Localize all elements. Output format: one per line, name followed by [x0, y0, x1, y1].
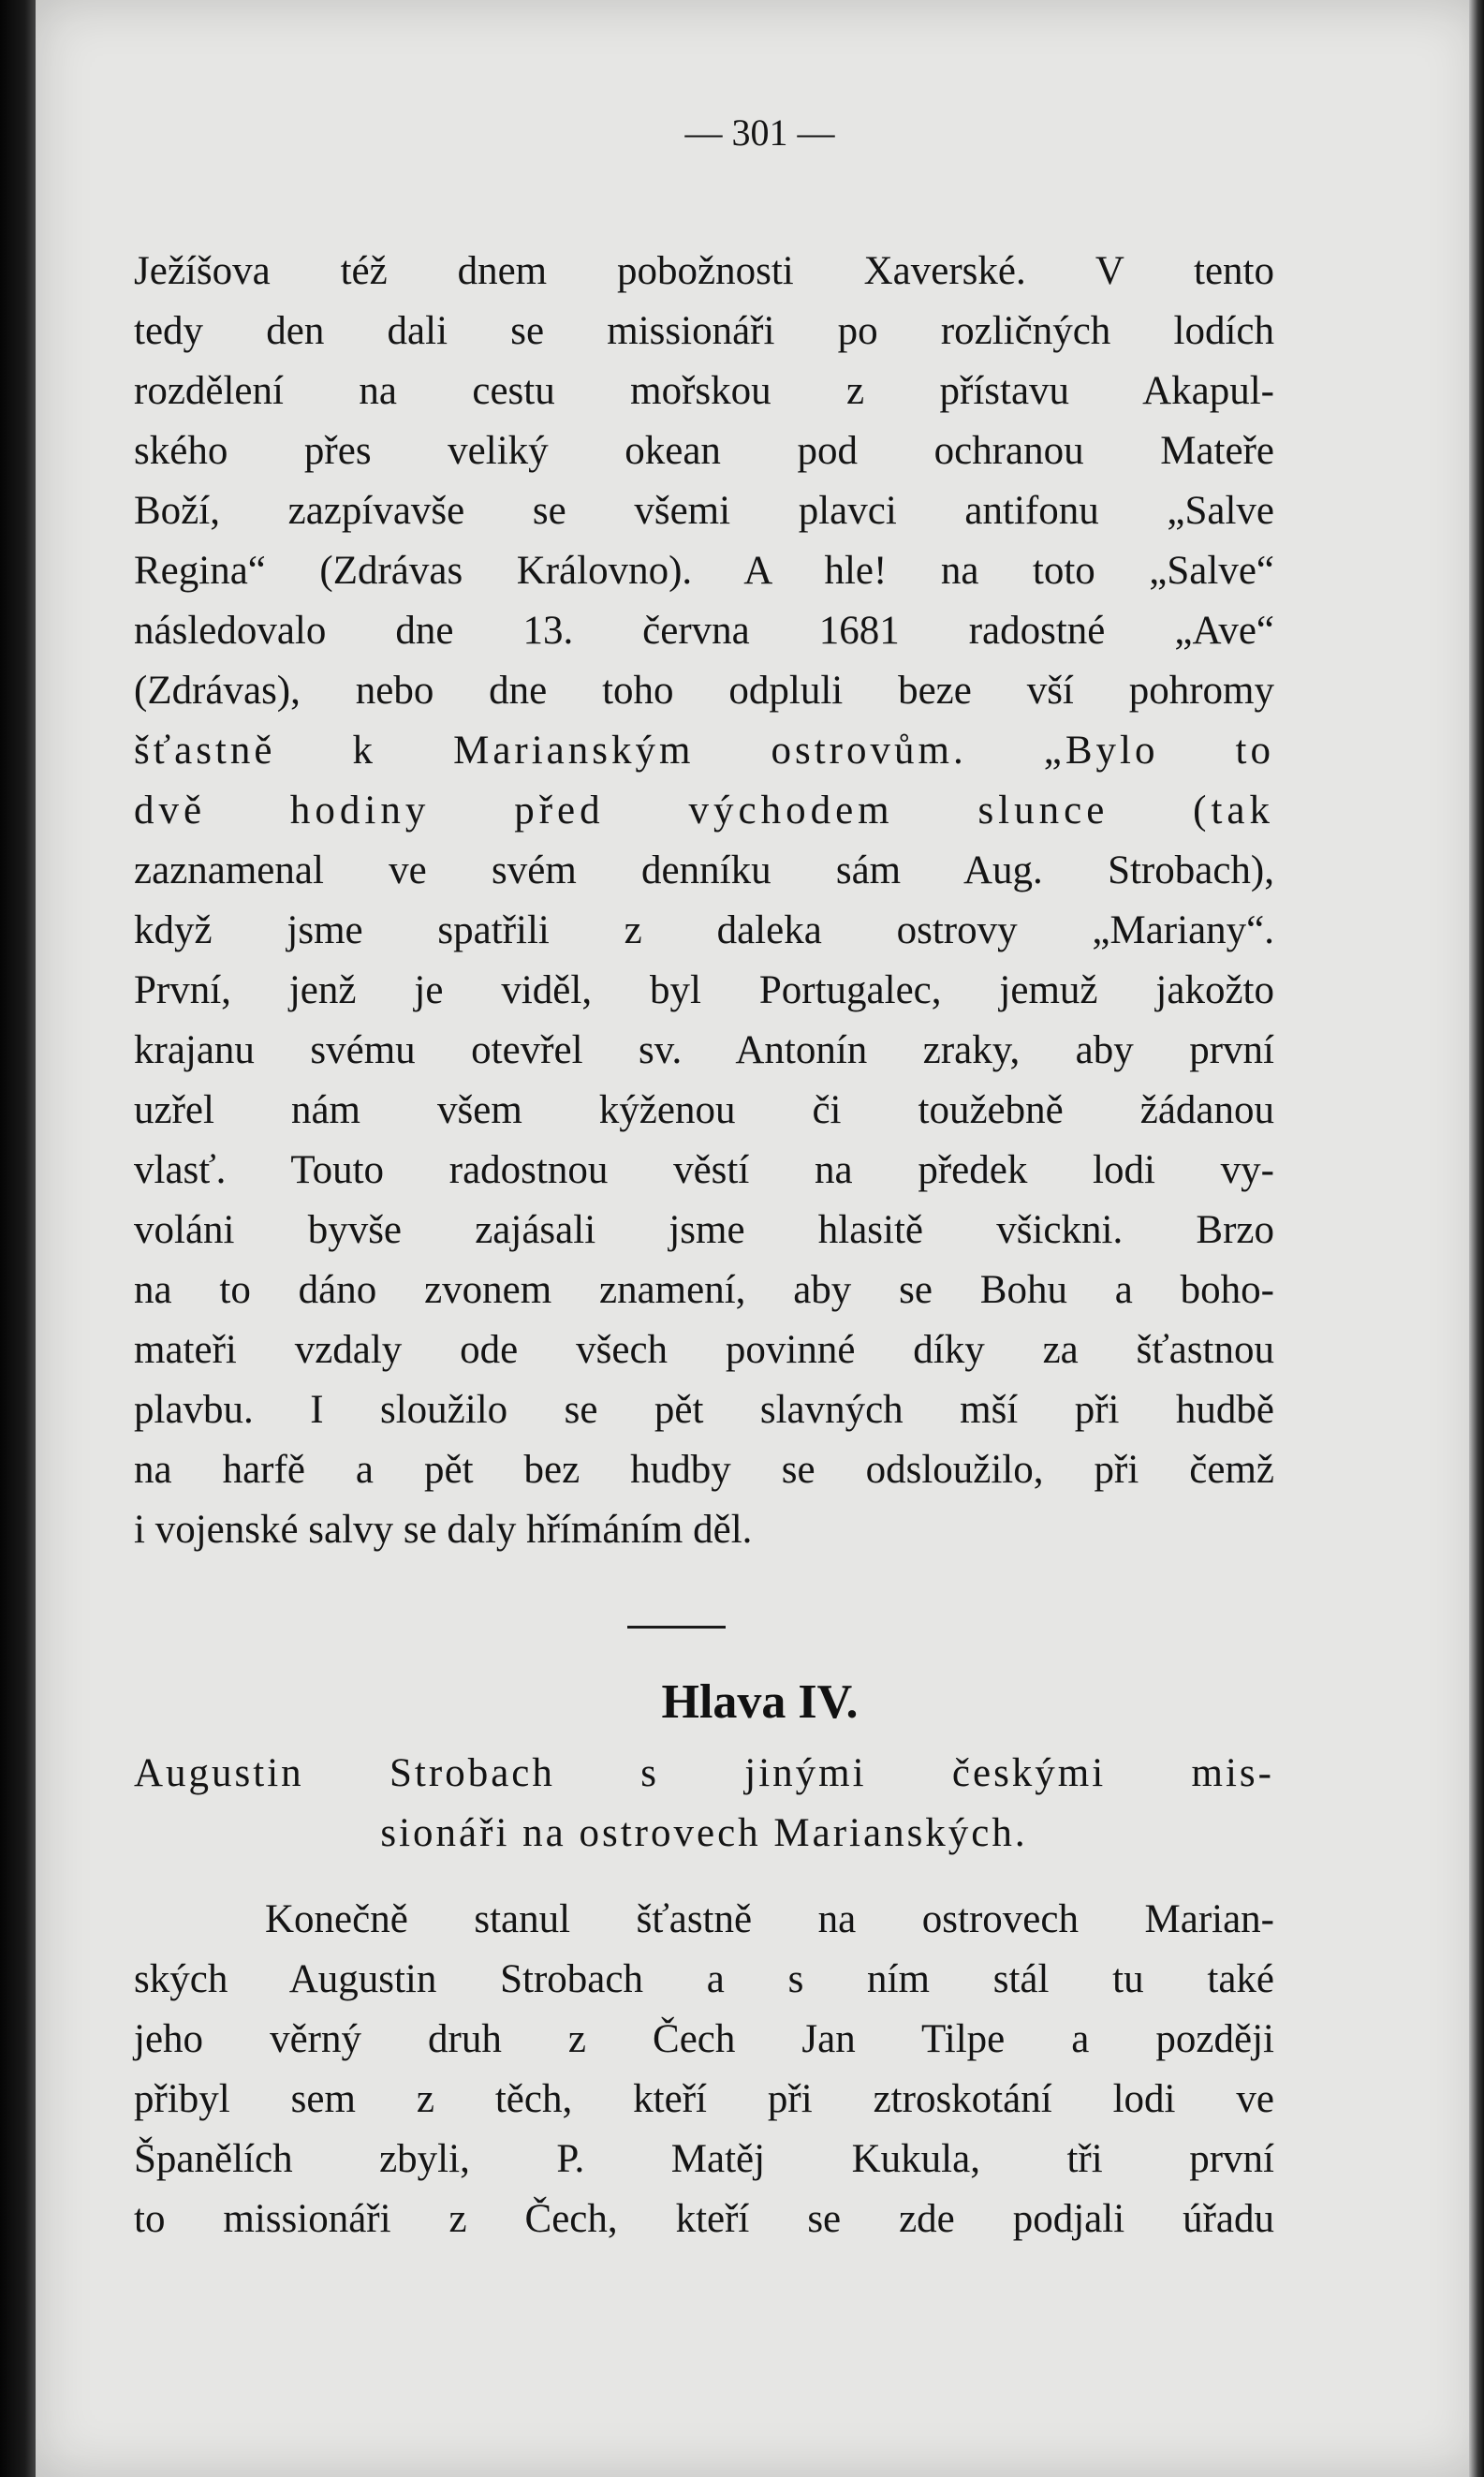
subtitle-line: Augustin Strobach s jinými českými mis-	[134, 1751, 1274, 1795]
text-line: voláni byvše zajásali jsme hlasitě všickni. Brzo	[134, 1208, 1274, 1252]
text-line: Španělích zbyli, P. Matěj Kukula, tři první	[134, 2137, 1274, 2181]
scan-edge-left	[0, 0, 36, 2477]
text-line: i vojenské salvy se daly hřímáním děl.	[134, 1508, 753, 1552]
text-line: tedy den dali se missionáři po rozličných lodích	[134, 309, 1274, 353]
subtitle-line: sionáři na ostrovech Marianských.	[380, 1811, 1028, 1855]
text-line: První, jenž je viděl, byl Portugalec, jemuž jakožto	[134, 968, 1274, 1012]
text-line: krajanu svému otevřel sv. Antonín zraky, aby první	[134, 1028, 1274, 1072]
text-line: rozdělení na cestu mořskou z přístavu Akapul-	[134, 369, 1274, 413]
paragraph-1	[134, 242, 1274, 1560]
text-line: mateři vzdaly ode všech povinné díky za šťastnou	[134, 1328, 1274, 1372]
section-divider	[627, 1626, 726, 1629]
text-line: na harfě a pět bez hudby se odsloužilo, při čemž	[134, 1448, 1274, 1492]
paragraph-2	[134, 1890, 1274, 2249]
text-line: uzřel nám všem kýženou či toužebně žádanou	[134, 1088, 1274, 1132]
chapter-heading: Hlava IV.	[661, 1675, 859, 1729]
chapter-subtitle	[134, 1744, 1274, 1864]
text-line: když jsme spatřili z daleka ostrovy „Mariany“.	[134, 908, 1274, 952]
book-page	[36, 0, 1484, 2477]
text-line: Regina“ (Zdrávas Královno). A hle! na toto „Salve“	[134, 549, 1274, 593]
text-line: na to dáno zvonem znamení, aby se Bohu a boho-	[134, 1268, 1274, 1312]
text-line: jeho věrný druh z Čech Jan Tilpe a později	[134, 2017, 1274, 2061]
text-line: šťastně k Marianským ostrovům. „Bylo to	[134, 729, 1274, 773]
text-line: (Zdrávas), nebo dne toho odpluli beze vší pohromy	[134, 669, 1274, 713]
text-line: Ježíšova též dnem pobožnosti Xaverské. V tento	[134, 249, 1274, 293]
text-line: Konečně stanul šťastně na ostrovech Marian-	[265, 1897, 1274, 1941]
text-line: následovalo dne 13. června 1681 radostné „Ave“	[134, 609, 1274, 653]
scan-edge-right	[1469, 0, 1484, 2477]
text-line: vlasť. Touto radostnou věstí na předek lodi vy-	[134, 1148, 1274, 1192]
text-line: ských Augustin Strobach a s ním stál tu také	[134, 1957, 1274, 2001]
text-line: Boží, zazpívavše se všemi plavci antifonu „Salve	[134, 489, 1274, 533]
text-line: dvě hodiny před východem slunce (tak	[134, 789, 1274, 833]
text-line: to missionáři z Čech, kteří se zde podjali úřadu	[134, 2197, 1274, 2241]
text-line: přibyl sem z těch, kteří při ztroskotání lodi ve	[134, 2077, 1274, 2121]
text-line: ského přes veliký okean pod ochranou Mateře	[134, 429, 1274, 473]
text-line: zaznamenal ve svém denníku sám Aug. Strobach),	[134, 848, 1274, 892]
text-line: plavbu. I sloužilo se pět slavných mší při hudbě	[134, 1388, 1274, 1432]
page-number: — 301 —	[684, 111, 835, 154]
